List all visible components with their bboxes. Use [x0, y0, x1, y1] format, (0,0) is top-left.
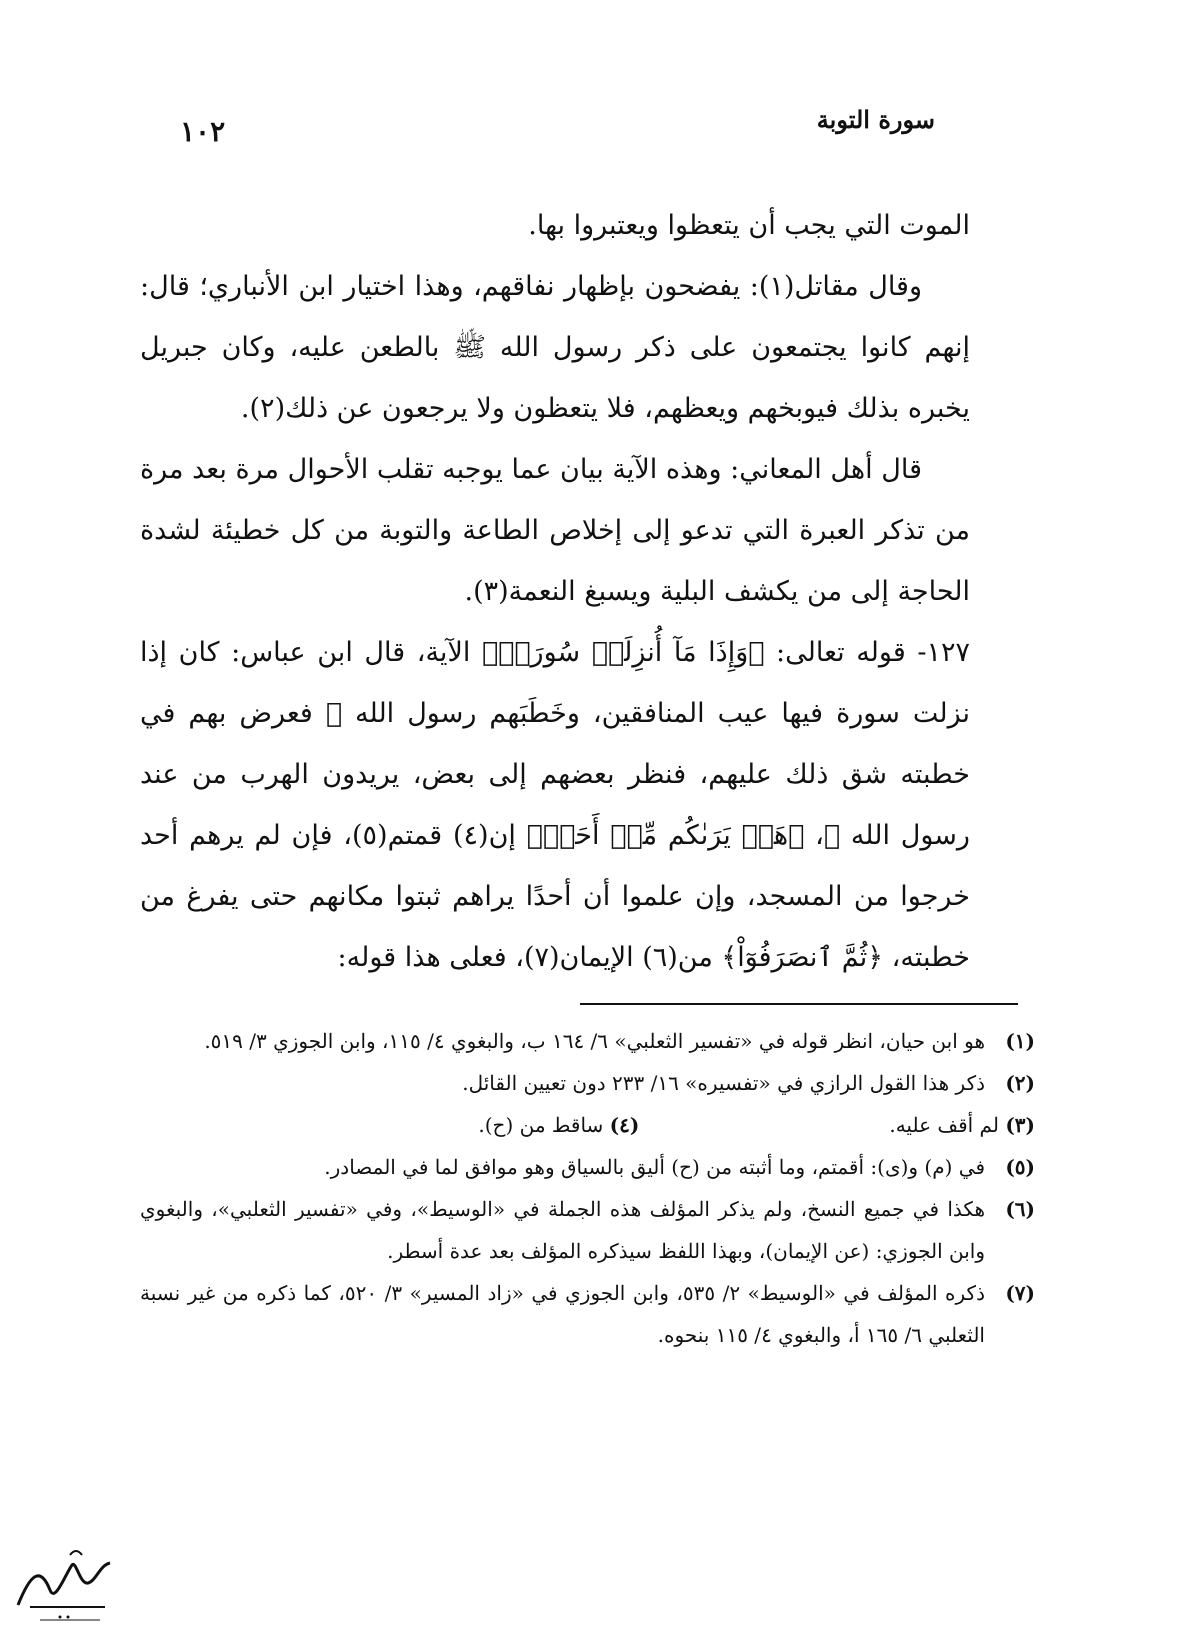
footnote: [140, 1020, 1035, 1062]
footnote-text: في (م) و(ى): أقمتم، وما أثبته من (ح) أليق بالسياق وهو موافق لما في المصادر.: [324, 1155, 985, 1179]
main-text: [140, 195, 970, 988]
paragraph: ١٢٧- قوله تعالى: ﴿وَإِذَا مَآ أُنزِلَتۡ سُورَةٞ﴾ الآية، قال ابن عباس: كان إذا نزلت سورة فيها عيب المنافقين، وخَطَبَهم رسول الله ﷺ فعرض بهم في خطبته شق ذلك عليهم، فنظر بعضهم إلى بعض، يريدون الهرب من عند رسول الله ﷺ، ﴿هَلۡ يَرَىٰكُم مِّنۡ أَحَدٖ﴾ إن(٤) قمتم(٥)، فإن لم يرهم أحد خرجوا من المسجد، وإن علموا أن أحدًا يراهم ثبتوا مكانهم حتى يفرغ من خطبته، ﴿ثُمَّ ٱنصَرَفُوٓاْ﴾ من(٦) الإيمان(٧)، فعلى هذا قوله:: [140, 637, 970, 973]
paragraph: قال أهل المعاني: وهذه الآية بيان عما يوجبه تقلب الأحوال مرة بعد مرة من تذكر العبرة التي تدعو إلى إخلاص الطاعة والتوبة من كل خطيئة لشدة الحاجة إلى من يكشف البلية ويسبغ النعمة(٣).: [140, 454, 970, 607]
footnote-text: هكذا في جميع النسخ، ولم يذكر المؤلف هذه الجملة في «الوسيط»، وفي «تفسير الثعلبي»، والبغوي وابن الجوزي: (عن الإيمان)، وبهذا اللفظ سيذكره المؤلف بعد عدة أسطر.: [140, 1197, 985, 1263]
footnote-mark: (٢): [1005, 1071, 1035, 1095]
footnote-mark: (٦): [1005, 1197, 1035, 1221]
surah-title: سورة التوبة: [816, 105, 935, 134]
footnotes: [140, 1020, 1035, 1356]
footnote: [140, 1146, 1035, 1188]
paragraph: وقال مقاتل(١): يفضحون بإظهار نفاقهم، وهذا اختيار ابن الأنباري؛ قال: إنهم كانوا يجتمعون على ذكر رسول الله ﷺ بالطعن عليه، وكان جبريل يخبره بذلك فيوبخهم ويعظهم، فلا يتعظون ولا يرجعون عن ذلك(٢).: [140, 271, 970, 424]
footnote: [478, 1104, 639, 1146]
footnote-text: ذكره المؤلف في «الوسيط» ٢/ ٥٣٥، وابن الجوزي في «زاد المسير» ٣/ ٥٢٠، كما ذكره من غير نسبة الثعلبي ٦/ ١٦٥ أ، والبغوي ٤/ ١١٥ بنحوه.: [140, 1281, 985, 1347]
library-stamp-logo: [10, 1535, 120, 1625]
paragraph: الموت التي يجب أن يتعظوا ويعتبروا بها.: [528, 210, 970, 241]
footnote-mark: (٧): [1005, 1281, 1035, 1305]
footnote-mark: (١): [1005, 1029, 1035, 1053]
footnote-mark: (٣): [1005, 1113, 1035, 1137]
footnote-mark: (٤): [609, 1113, 640, 1137]
footnote: [140, 1062, 1035, 1104]
footnote-text: ذكر هذا القول الرازي في «تفسيره» ١٦/ ٢٣٣ دون تعيين القائل.: [462, 1071, 985, 1095]
logo-calligraphy-icon: [10, 1535, 120, 1625]
running-header: [140, 105, 975, 155]
footnote-text: هو ابن حيان، انظر قوله في «تفسير الثعلبي» ٦/ ١٦٤ ب، والبغوي ٤/ ١١٥، وابن الجوزي ٣/ ٥١٩.: [204, 1029, 985, 1053]
footnote-mark: (٥): [1005, 1155, 1035, 1179]
footnote-pair: [140, 1104, 1035, 1146]
footnote: [889, 1104, 1035, 1146]
footnote-text: ساقط من (ح).: [478, 1113, 604, 1137]
footnote: [140, 1272, 1035, 1356]
footnote-text: لم أقف عليه.: [889, 1113, 999, 1137]
page-number: ١٠٢: [180, 115, 226, 148]
footnote: [140, 1188, 1035, 1272]
footnote-separator: [580, 1003, 1018, 1005]
